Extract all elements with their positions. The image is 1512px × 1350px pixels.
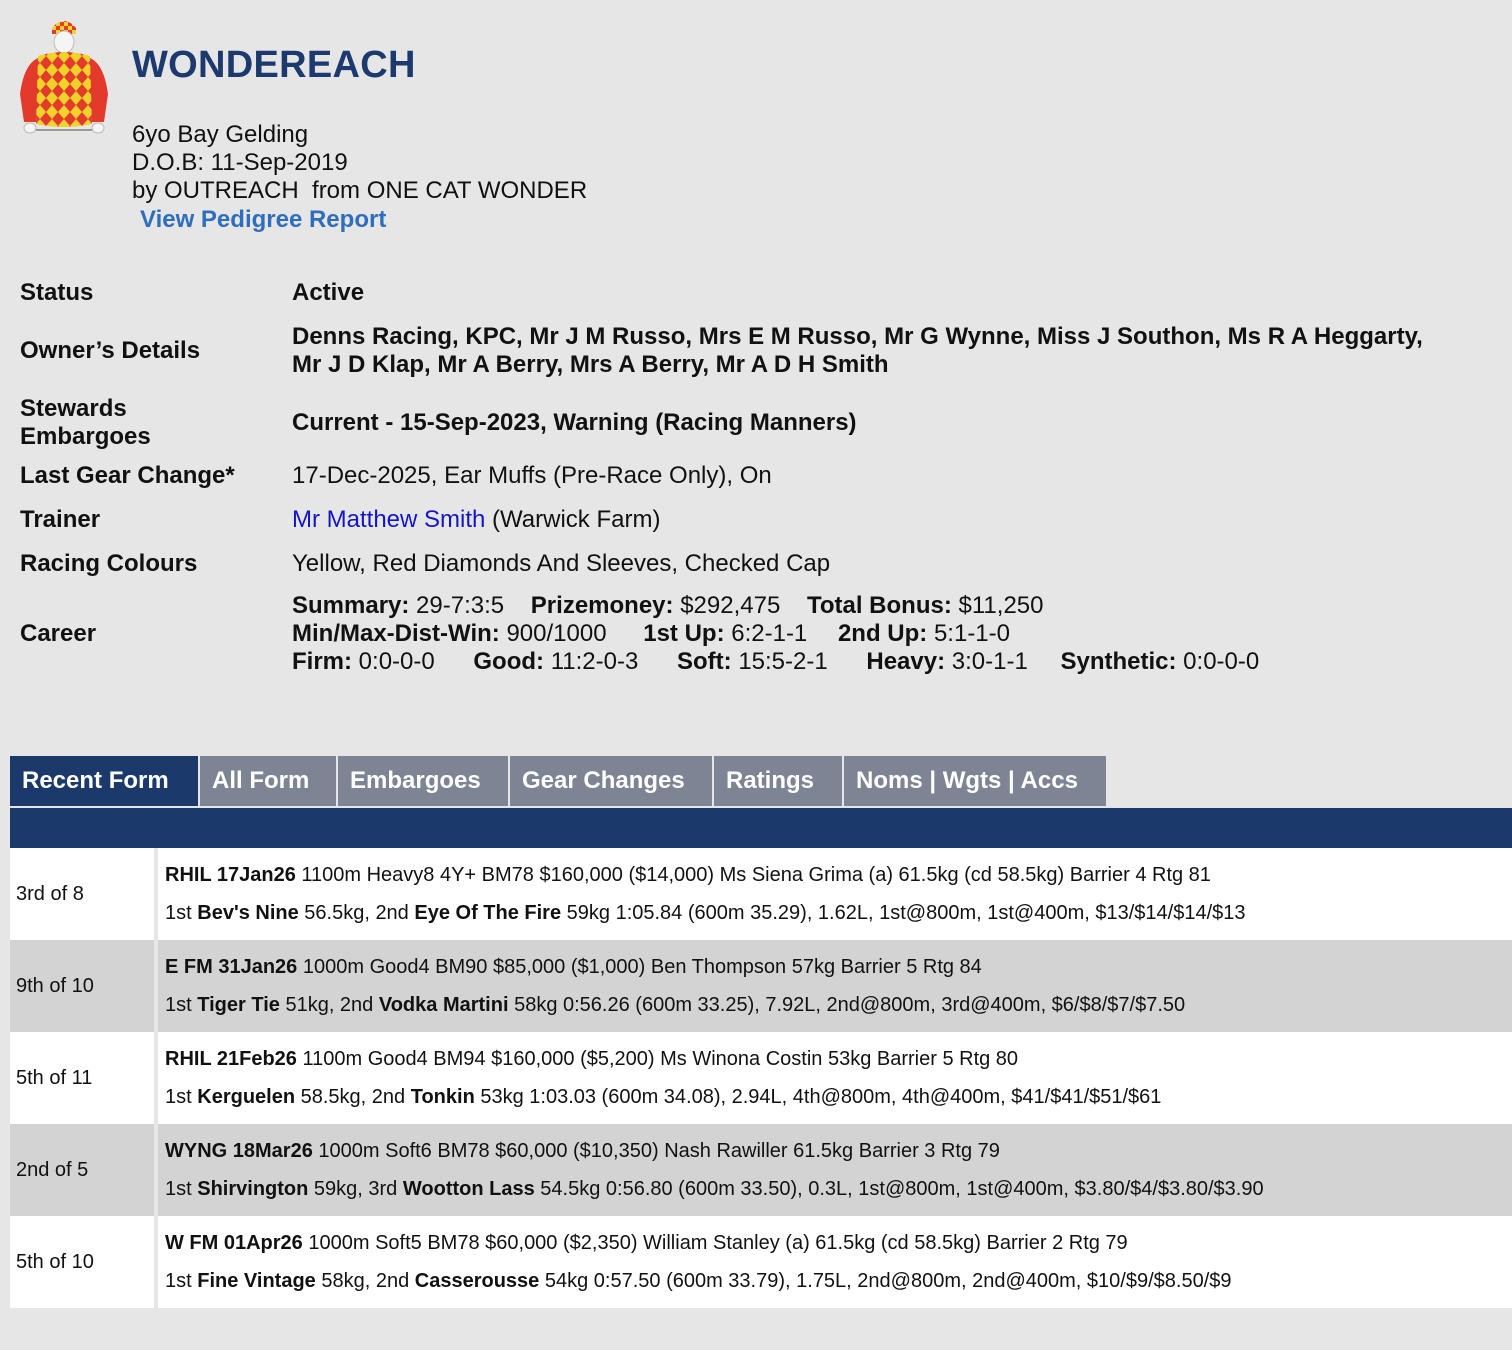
form-row bbox=[10, 940, 1512, 1032]
career-firstup-label: 1st Up: bbox=[643, 620, 725, 647]
form-details bbox=[158, 1216, 1512, 1308]
career-firm-value: 0:0-0-0 bbox=[358, 648, 435, 675]
tab-embargoes[interactable]: Embargoes bbox=[338, 756, 508, 806]
form-winner: Shirvington bbox=[197, 1178, 309, 1200]
career-line-2 bbox=[292, 620, 1259, 648]
trainer-row bbox=[20, 498, 1500, 542]
form-second: Tonkin bbox=[410, 1086, 475, 1108]
career-heavy-value: 3:0-1-1 bbox=[951, 648, 1028, 675]
form-row bbox=[10, 848, 1512, 940]
owners-line-1: Denns Racing, KPC, Mr J M Russo, Mrs E M Russo, Mr G Wynne, Miss J Southon, Ms R A Heggarty, bbox=[292, 323, 1423, 350]
career-prize-value: $292,475 bbox=[680, 592, 781, 619]
career-secondup-value: 5:1-1-0 bbox=[933, 620, 1010, 647]
form-result-line bbox=[165, 986, 1512, 1024]
stewards-value: Current - 15-Sep-2023, Warning (Racing Manners) bbox=[292, 409, 857, 436]
gear-value: 17-Dec-2025, Ear Muffs (Pre-Race Only), On bbox=[292, 462, 772, 489]
form-winner: Tiger Tie bbox=[197, 994, 280, 1016]
career-secondup-label: 2nd Up: bbox=[837, 620, 928, 647]
horse-header bbox=[0, 0, 1512, 250]
form-result-text: 1st bbox=[165, 994, 198, 1016]
form-result-line bbox=[165, 1170, 1512, 1208]
career-good-label: Good: bbox=[473, 648, 545, 675]
form-result-text: 58.5kg, 2nd bbox=[295, 1086, 411, 1108]
form-second: Casserousse bbox=[414, 1270, 540, 1292]
horse-breeding: by OUTREACH from ONE CAT WONDER bbox=[132, 177, 588, 204]
form-race-info: 1000m Good4 BM90 $85,000 ($1,000) Ben Thompson 57kg Barrier 5 Rtg 84 bbox=[297, 956, 982, 978]
form-venue-date: W FM 01Apr26 bbox=[165, 1232, 303, 1254]
owners-value bbox=[292, 323, 1423, 379]
career-firstup-value: 6:2-1-1 bbox=[731, 620, 808, 647]
form-third: Wootton Lass bbox=[402, 1178, 535, 1200]
career-row bbox=[20, 586, 1500, 682]
form-race-line bbox=[165, 856, 1512, 894]
owners-label: Owner’s Details bbox=[20, 337, 201, 364]
form-race-info: 1100m Good4 BM94 $160,000 ($5,200) Ms Winona Costin 53kg Barrier 5 Rtg 80 bbox=[296, 1048, 1019, 1070]
career-synthetic-value: 0:0-0-0 bbox=[1183, 648, 1260, 675]
stewards-label bbox=[20, 395, 292, 451]
form-result-text: 1st bbox=[165, 902, 198, 924]
form-venue-date: RHIL 17Jan26 bbox=[165, 864, 296, 886]
career-heavy-label: Heavy: bbox=[866, 648, 946, 675]
career-dist-label: Min/Max-Dist-Win: bbox=[292, 620, 500, 647]
form-result-text: 51kg, 2nd bbox=[279, 994, 379, 1016]
career-summary-value: 29-7:3:5 bbox=[416, 592, 505, 619]
form-row bbox=[10, 1216, 1512, 1308]
form-position: 5th of 11 bbox=[10, 1032, 154, 1124]
form-position: 3rd of 8 bbox=[10, 848, 154, 940]
colours-row bbox=[20, 542, 1500, 586]
career-value bbox=[292, 592, 1259, 676]
career-soft-value: 15:5-2-1 bbox=[738, 648, 828, 675]
form-result-line bbox=[165, 1078, 1512, 1116]
career-firm-label: Firm: bbox=[292, 648, 352, 675]
trainer-location: (Warwick Farm) bbox=[492, 506, 661, 533]
form-row bbox=[10, 1032, 1512, 1124]
colours-label: Racing Colours bbox=[20, 550, 198, 577]
tab-content-header bbox=[10, 808, 1512, 848]
form-race-info: 1100m Heavy8 4Y+ BM78 $160,000 ($14,000) Ms Siena Grima (a) 61.5kg (cd 58.5kg) Barrier 4 Rtg 81 bbox=[295, 864, 1211, 886]
form-details bbox=[158, 848, 1512, 940]
status-row bbox=[20, 276, 1500, 310]
form-result-line bbox=[165, 894, 1512, 932]
gear-row bbox=[20, 454, 1500, 498]
gear-label: Last Gear Change* bbox=[20, 462, 235, 489]
tab-ratings[interactable]: Ratings bbox=[714, 756, 842, 806]
form-details bbox=[158, 1124, 1512, 1216]
form-result-text: 59kg 1:05.84 (600m 35.29), 1.62L, 1st@800m, 1st@400m, $13/$14/$14/$13 bbox=[561, 902, 1246, 924]
form-result-text: 1st bbox=[165, 1178, 198, 1200]
trainer-label: Trainer bbox=[20, 506, 101, 533]
form-race-line bbox=[165, 1224, 1512, 1262]
form-row bbox=[10, 1124, 1512, 1216]
career-line-3 bbox=[292, 648, 1259, 676]
tab-noms-wgts-accs[interactable]: Noms | Wgts | Accs bbox=[844, 756, 1106, 806]
career-good-value: 11:2-0-3 bbox=[550, 648, 639, 675]
form-venue-date: RHIL 21Feb26 bbox=[165, 1048, 297, 1070]
form-details bbox=[158, 1032, 1512, 1124]
form-race-line bbox=[165, 1132, 1512, 1170]
trainer-value bbox=[292, 506, 660, 534]
form-result-text: 1st bbox=[165, 1086, 198, 1108]
form-winner: Kerguelen bbox=[197, 1086, 296, 1108]
status-value: Active bbox=[292, 279, 365, 306]
form-position: 2nd of 5 bbox=[10, 1124, 154, 1216]
career-label: Career bbox=[20, 620, 97, 647]
stewards-label-line-1: Stewards bbox=[20, 395, 127, 422]
career-synthetic-label: Synthetic: bbox=[1060, 648, 1177, 675]
form-result-text: 59kg, 3rd bbox=[308, 1178, 403, 1200]
form-result-text: 1st bbox=[165, 1270, 198, 1292]
owners-line-2: Mr J D Klap, Mr A Berry, Mrs A Berry, Mr A D H Smith bbox=[292, 351, 889, 378]
form-result-text: 54.5kg 0:56.80 (600m 33.50), 0.3L, 1st@800m, 1st@400m, $3.80/$4/$3.80/$3.90 bbox=[534, 1178, 1264, 1200]
form-position: 9th of 10 bbox=[10, 940, 154, 1032]
form-venue-date: WYNG 18Mar26 bbox=[165, 1140, 313, 1162]
stewards-row bbox=[20, 392, 1500, 454]
career-prize-label: Prizemoney: bbox=[530, 592, 674, 619]
jockey-silks-icon bbox=[16, 14, 112, 138]
form-race-info: 1000m Soft6 BM78 $60,000 ($10,350) Nash Rawiller 61.5kg Barrier 3 Rtg 79 bbox=[312, 1140, 1000, 1162]
form-position: 5th of 10 bbox=[10, 1216, 154, 1308]
form-winner: Fine Vintage bbox=[197, 1270, 316, 1292]
form-second: Vodka Martini bbox=[378, 994, 509, 1016]
horse-dob: D.O.B: 11-Sep-2019 bbox=[132, 149, 348, 176]
horse-name: WONDEREACH bbox=[132, 44, 416, 86]
form-race-line bbox=[165, 1040, 1512, 1078]
career-summary-label: Summary: bbox=[292, 592, 410, 619]
form-result-line bbox=[165, 1262, 1512, 1300]
form-result-text: 58kg 0:56.26 (600m 33.25), 7.92L, 2nd@800m, 3rd@400m, $6/$8/$7/$7.50 bbox=[508, 994, 1186, 1016]
status-label: Status bbox=[20, 279, 94, 306]
form-race-line bbox=[165, 948, 1512, 986]
form-race-info: 1000m Soft5 BM78 $60,000 ($2,350) William Stanley (a) 61.5kg (cd 58.5kg) Barrier 2 Rtg 79 bbox=[302, 1232, 1128, 1254]
recent-form-list bbox=[10, 848, 1512, 1308]
form-result-text: 54kg 0:57.50 (600m 33.79), 1.75L, 2nd@800m, 2nd@400m, $10/$9/$8.50/$9 bbox=[539, 1270, 1232, 1292]
career-soft-label: Soft: bbox=[676, 648, 732, 675]
career-line-1 bbox=[292, 592, 1259, 620]
form-tabs bbox=[10, 756, 1108, 806]
tab-recent-form[interactable]: Recent Form bbox=[10, 756, 198, 806]
view-pedigree-link[interactable]: View Pedigree Report bbox=[140, 206, 387, 233]
career-bonus-label: Total Bonus: bbox=[806, 592, 952, 619]
career-dist-value: 900/1000 bbox=[506, 620, 607, 647]
form-result-text: 53kg 1:03.03 (600m 34.08), 2.94L, 4th@800m, 4th@400m, $41/$41/$51/$61 bbox=[474, 1086, 1162, 1108]
form-result-text: 58kg, 2nd bbox=[315, 1270, 415, 1292]
tab-gear-changes[interactable]: Gear Changes bbox=[510, 756, 712, 806]
trainer-link[interactable]: Mr Matthew Smith bbox=[292, 506, 486, 533]
career-bonus-value: $11,250 bbox=[958, 592, 1044, 619]
horse-info bbox=[132, 121, 587, 205]
horse-age-sex: 6yo Bay Gelding bbox=[132, 121, 309, 148]
tab-all-form[interactable]: All Form bbox=[200, 756, 336, 806]
form-second: Eye Of The Fire bbox=[414, 902, 562, 924]
stewards-label-line-2: Embargoes bbox=[20, 423, 151, 450]
horse-details bbox=[20, 276, 1500, 682]
colours-value: Yellow, Red Diamonds And Sleeves, Checked Cap bbox=[292, 550, 831, 577]
form-details bbox=[158, 940, 1512, 1032]
owners-row bbox=[20, 310, 1500, 392]
form-venue-date: E FM 31Jan26 bbox=[165, 956, 298, 978]
form-result-text: 56.5kg, 2nd bbox=[298, 902, 415, 924]
form-winner: Bev's Nine bbox=[197, 902, 299, 924]
